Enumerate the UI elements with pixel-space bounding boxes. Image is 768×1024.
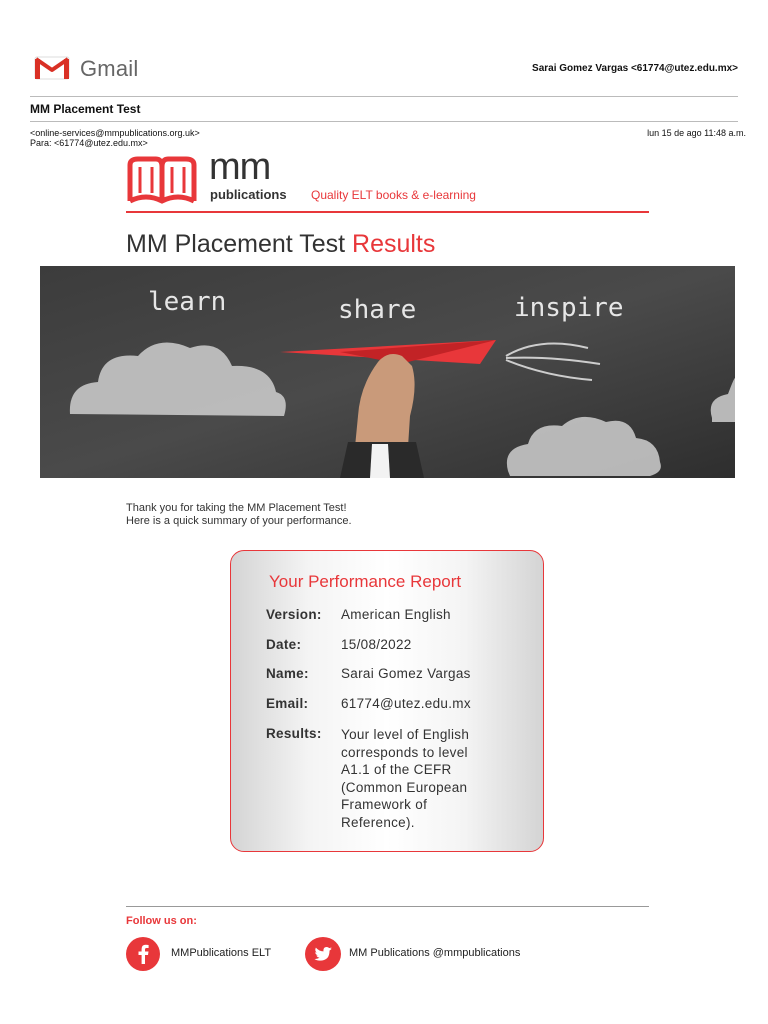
version-label: Version: [266, 607, 322, 622]
title-highlight: Results [352, 230, 436, 258]
results-line: Your level of English [341, 727, 470, 742]
footer-divider [126, 906, 649, 907]
results-line: Framework of [341, 797, 428, 812]
chalk-word-learn: learn [148, 287, 227, 317]
brand-tagline: Quality ELT books & e-learning [311, 188, 476, 202]
name-value: Sarai Gomez Vargas [341, 666, 471, 681]
facebook-icon[interactable] [126, 937, 160, 971]
intro-line: Thank you for taking the MM Placement Test! [126, 502, 347, 514]
email-date: lun 15 de ago 11:48 a.m. [647, 128, 746, 138]
intro-text [126, 502, 352, 528]
twitter-icon[interactable] [305, 937, 341, 971]
account-user: Sarai Gomez Vargas <61774@utez.edu.mx> [532, 63, 738, 74]
page-title [126, 230, 435, 259]
email-to: Para: <61774@utez.edu.mx> [30, 138, 148, 148]
divider [30, 96, 738, 97]
results-line: corresponds to level [341, 744, 468, 760]
chalk-word-share: share [338, 295, 417, 325]
report-title: Your Performance Report [269, 572, 462, 591]
results-line: A1.1 of the CEFR [341, 762, 452, 777]
date-value: 15/08/2022 [341, 637, 412, 652]
results-label: Results: [266, 726, 322, 741]
version-value: American English [341, 607, 451, 622]
email-value: 61774@utez.edu.mx [341, 696, 471, 711]
title-main: MM Placement Test [126, 230, 346, 258]
results-value [341, 726, 521, 831]
facebook-link[interactable]: MMPublications ELT [171, 947, 272, 959]
results-line: Reference). [341, 814, 415, 830]
mm-book-logo-icon [126, 155, 198, 205]
brand-publications: publications [210, 187, 287, 202]
follow-us-label: Follow us on: [126, 915, 197, 927]
gmail-logo-icon [34, 56, 70, 80]
gmail-wordmark: Gmail [80, 56, 139, 81]
intro-line: Here is a quick summary of your performance. [126, 515, 352, 527]
email-from: <online-services@mmpublications.org.uk> [30, 128, 200, 138]
date-label: Date: [266, 637, 302, 652]
email-subject: MM Placement Test [30, 102, 141, 116]
name-label: Name: [266, 666, 309, 681]
twitter-link[interactable]: MM Publications @mmpublications [349, 947, 521, 959]
hero-chalkboard-image [40, 266, 735, 478]
email-label: Email: [266, 696, 309, 711]
brand-divider [126, 211, 649, 213]
chalk-word-inspire: inspire [514, 293, 624, 323]
divider [30, 121, 738, 122]
results-line: (Common European [341, 779, 468, 795]
brand-mm: mm [209, 146, 271, 188]
